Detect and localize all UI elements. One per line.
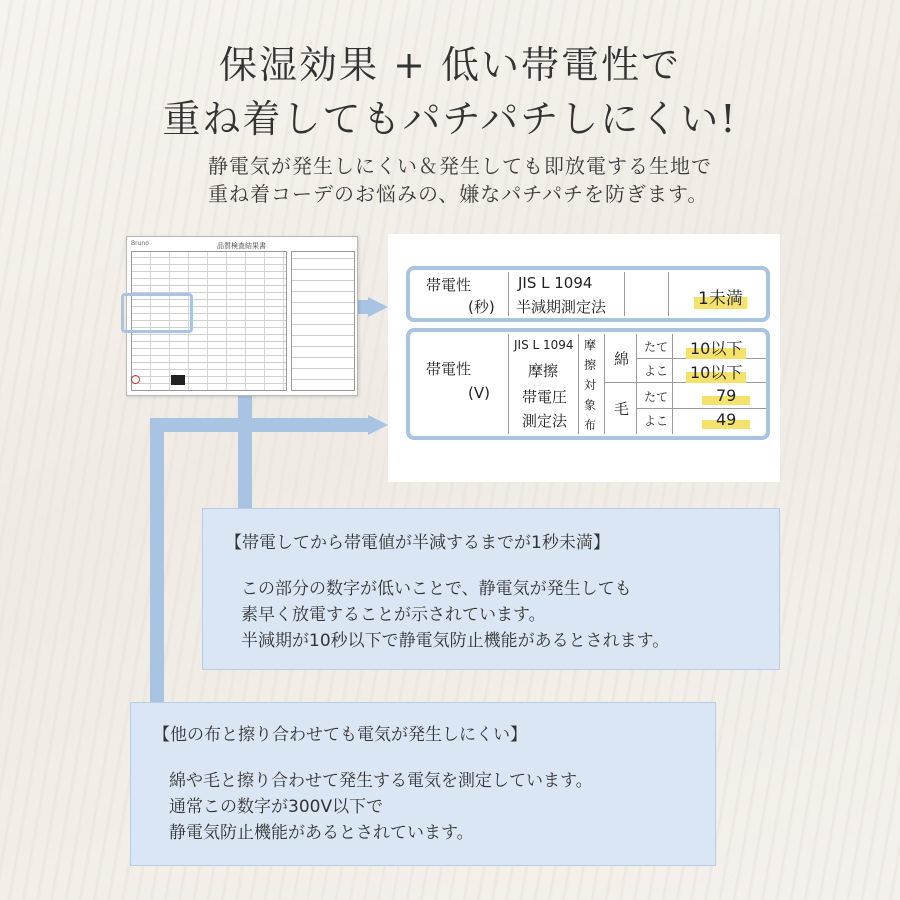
thumbnail-side-panel <box>291 251 355 391</box>
target-col-2: 擦 <box>584 358 597 372</box>
seal-icon <box>171 375 185 385</box>
target-col-3: 対 <box>584 378 597 392</box>
explanation-half-life-line-2: 素早く放電することが示されています。 <box>241 605 546 625</box>
wool-dir-1: たて <box>644 390 669 404</box>
divider <box>636 408 766 409</box>
friction-unit: (V) <box>468 384 490 402</box>
cotton-dir-2: よこ <box>644 364 669 378</box>
cotton-warp-value: 10以下 <box>686 336 746 359</box>
subtext-line-1: 静電気が発生しにくい＆発生しても即放電する生地で <box>208 154 712 178</box>
half-life-value: 1未満 <box>694 284 747 309</box>
explanation-half-life <box>202 508 780 670</box>
divider <box>578 334 579 434</box>
explanation-friction-line-2: 通常この数字が300V以下で <box>169 797 384 817</box>
thumbnail-title: 品質検査結果書 <box>217 242 266 250</box>
divider <box>624 272 625 316</box>
friction-method-row-3: 帯電圧 <box>522 388 568 406</box>
target-col-4: 象 <box>584 398 597 412</box>
target-col-1: 摩 <box>584 338 597 352</box>
material-wool: 毛 <box>614 400 630 418</box>
subtext-line-2: 重ね着コーデのお悩みの、嫌なパチパチを防ぎます。 <box>208 182 709 206</box>
explanation-friction-line-1: 綿や毛と擦り合わせて発生する電気を測定しています。 <box>169 771 593 791</box>
wool-weft-value: 49 <box>702 410 750 429</box>
target-col-5: 布 <box>584 418 597 432</box>
cotton-dir-1: たて <box>644 340 669 354</box>
material-cotton: 綿 <box>614 350 630 368</box>
connector-horizontal-2 <box>150 418 370 432</box>
half-life-method-bottom: 半減期測定法 <box>516 298 607 316</box>
friction-method-row-4: 測定法 <box>522 412 568 430</box>
half-life-unit: (秒) <box>468 298 495 316</box>
headline-line-2: 重ね着してもパチパチしにくい! <box>162 97 738 141</box>
divider <box>508 272 509 316</box>
arrow-head-2-icon <box>368 415 388 435</box>
connector-vertical-2 <box>150 418 164 708</box>
explanation-friction-heading: 【他の布と擦り合わせても電気が発生しにくい】 <box>153 725 527 745</box>
half-life-label: 帯電性 <box>426 276 472 294</box>
friction-voltage-table <box>406 328 770 440</box>
zoomed-results-panel <box>388 234 780 482</box>
friction-method-row-1: JIS L 1094 <box>514 338 574 352</box>
explanation-half-life-heading: 【帯電してから帯電値が半減するまでが1秒未満】 <box>225 533 610 553</box>
thumbnail-brand: Bruno <box>131 240 149 247</box>
half-life-method-top: JIS L 1094 <box>518 274 593 292</box>
explanation-half-life-line-1: この部分の数字が低いことで、静電気が発生しても <box>241 579 632 599</box>
divider <box>508 334 509 434</box>
stamp-icon <box>131 375 140 384</box>
divider <box>604 334 605 434</box>
explanation-half-life-line-3: 半減期が10秒以下で静電気防止機能があるとされます。 <box>241 631 670 651</box>
arrow-head-1-icon <box>368 297 388 317</box>
half-life-table <box>406 266 770 322</box>
thumbnail-highlight <box>121 293 193 333</box>
friction-method-row-2: 摩擦 <box>528 362 559 380</box>
explanation-friction <box>130 702 716 866</box>
divider <box>668 272 669 316</box>
friction-label: 帯電性 <box>426 360 472 378</box>
explanation-friction-line-3: 静電気防止機能があるとされています。 <box>169 823 474 843</box>
divider <box>636 334 637 434</box>
cotton-weft-value: 10以下 <box>686 360 746 383</box>
divider <box>672 334 673 434</box>
wool-dir-2: よこ <box>644 414 669 428</box>
headline-line-1: 保湿効果 + 低い帯電性で <box>219 43 681 87</box>
wool-warp-value: 79 <box>702 386 750 405</box>
